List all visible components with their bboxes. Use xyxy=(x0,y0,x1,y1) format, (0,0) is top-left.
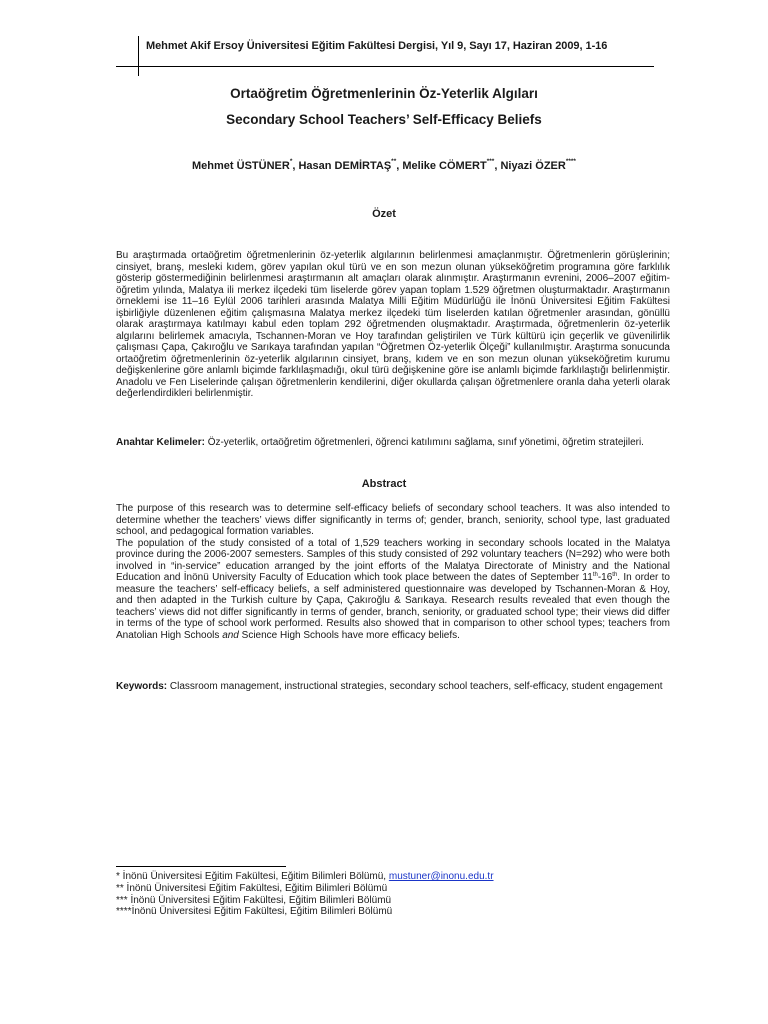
abstract-paragraph-2 xyxy=(116,538,670,642)
footnote-4: ****İnönü Üniversitesi Eğitim Fakültesi, Eğitim Bilimleri Bölümü xyxy=(116,906,393,918)
abstract-heading: Abstract xyxy=(361,478,407,490)
author-name: Mehmet ÜSTÜNER xyxy=(192,160,290,172)
author-name: Hasan DEMİRTAŞ xyxy=(298,160,392,172)
anahtar-kelimeler-label: Anahtar Kelimeler: xyxy=(116,437,205,448)
abstract-text: Science High Schools have more efficacy beliefs. xyxy=(238,629,460,641)
author-list xyxy=(0,158,768,172)
author-name: Melike CÖMERT xyxy=(402,160,487,172)
ozet-heading: Özet xyxy=(372,208,396,220)
author-name: Niyazi ÖZER xyxy=(500,160,566,172)
ozet-body: Bu araştırmada ortaöğretim öğretmenlerinin öz-yeterlik algılarının belirlenmesi amaçlanmıştır. Öğretmenlerin görüşlerinin; cinsiyet, branş, mesleki kıdem, görev yapılan okul türü ve en son mezun olunan yükseköğretim programına göre farklılık gösterip göstermediğinin belirlenmesi araştırmanın alt amaçları olarak alınmıştır. Araştırmanın evrenini, 2006–2007 eğitim-öğretim yılında, Malatya ili merkez ilçedeki tüm liselerde görev yapan toplam 1.529 öğretmen oluşturmaktadır. Araştırmanın örneklemi ise 11–16 Eylül 2006 tarihleri arasında Malatya Milli Eğitim Müdürlüğü ile İnönü Üniversitesi Eğitim Fakültesi işbirliğiyle düzenlenen eğitim çalışmasına Malatya merkez ilçedeki tüm liselerden katılan öğretmenler arasından, gönüllü olarak araştırmaya katılmayı kabul eden toplam 292 öğretmenden oluşmaktadır. Araştırmada, öğretmenlerin öz-yeterlik algılarını belirlemek amacıyla, Tschannen-Moran ve Hoy tarafından geliştirilen ve Türk kültürü için geçerlik ve güvenilirlik çalışması Çapa, Çakıroğlu ve Sarıkaya tarafından yapılan “Öğretmen Öz-yeterlik Ölçeği” kullanılmıştır. Araştırma sonucunda ortaöğretim öğretmenlerinin öz-yeterlik algılarının cinsiyet, branş, kıdem ve en son mezun olunan yükseköğretim kurumu değişkenlerine göre anlamlı biçimde farklılaşmadığı, okul türü değişkenine göre ise anlamlı biçimde farklılaştığı belirlenmiştir. Anadolu ve Fen Liselerinde çalışan öğretmenlerin kendilerini, diğer okullarda çalışan öğretmenlere oranla daha yeterli olarak değerlendirdikleri belirlenmiştir. xyxy=(116,250,670,399)
author-mark: * xyxy=(289,158,293,165)
title-english: Secondary School Teachers’ Self-Efficacy Beliefs xyxy=(226,112,542,127)
keywords-label: Keywords: xyxy=(116,681,168,692)
author-separator: , xyxy=(292,160,299,172)
footnote-1 xyxy=(116,871,636,883)
email-link[interactable]: mustuner@inonu.edu.tr xyxy=(388,871,494,882)
abstract-text: -16 xyxy=(597,572,613,583)
header-vertical-rule xyxy=(138,36,139,76)
author-mark: *** xyxy=(486,158,495,165)
author-separator: , xyxy=(396,160,403,172)
footnote-2: ** İnönü Üniversitesi Eğitim Fakültesi, Eğitim Bilimleri Bölümü xyxy=(116,882,388,894)
abstract-text: . In order to measure the teachers’ self-efficacy beliefs, a self administered questionnaire was developed by Tschannen-Moran & Hoy, and then adapted in the Turkish culture by Çapa, Çakıroğlu & Sarıkaya. Research results revealed that even though the teachers’ views did not differ significantly in terms of gender, branch, seniority, or graduated school type; their views did differ in terms of the type of school work performed. Results also showed that in comparison to other school types; teachers from Anatolian High Schools xyxy=(116,572,670,641)
ordinal-suffix: th xyxy=(612,572,618,578)
anahtar-kelimeler-text: Öz-yeterlik, ortaöğretim öğretmenleri, öğrenci katılımını sağlama, sınıf yönetimi, öğretim stratejileri. xyxy=(204,437,644,448)
abstract-text: The population of the study consisted of a total of 1,529 teachers working in secondary schools located in the Malatya province during the 2006-2007 semesters. Samples of this study consisted of 292 voluntary teachers (N=292) who were both involved in “in-service” education arranged by the joint efforts of the Malatya Directorate of Ministry and the National Education and İnönü University Faculty of Education which took place between the dates of September 11 xyxy=(116,537,670,583)
title-turkish: Ortaöğretim Öğretmenlerinin Öz-Yeterlik Algıları xyxy=(230,86,538,101)
abstract-italic-word: and xyxy=(222,629,239,641)
abstract-paragraph-1: The purpose of this research was to determine self-efficacy beliefs of secondary school teachers. It was also intended to determine whether the teachers’ views differ significantly in terms of; gender, branch, seniority, school type, last graduated school, and pedagogical formation variables. xyxy=(116,503,670,537)
author-mark: **** xyxy=(565,158,576,165)
author-separator: , xyxy=(494,160,501,172)
keywords xyxy=(116,681,670,693)
header-horizontal-rule xyxy=(116,66,654,67)
ordinal-suffix: th xyxy=(592,572,598,578)
journal-header: Mehmet Akif Ersoy Üniversitesi Eğitim Fakültesi Dergisi, Yıl 9, Sayı 17, Haziran 2009, 1-16 xyxy=(146,40,608,52)
abstract-body xyxy=(116,503,670,641)
footnote-1-text: * İnönü Üniversitesi Eğitim Fakültesi, Eğitim Bilimleri Bölümü, xyxy=(116,871,389,882)
footnote-3: *** İnönü Üniversitesi Eğitim Fakültesi, Eğitim Bilimleri Bölümü xyxy=(116,894,392,906)
footnote-rule xyxy=(116,866,286,867)
anahtar-kelimeler xyxy=(116,437,670,449)
footnotes xyxy=(116,871,636,918)
keywords-text: Classroom management, instructional strategies, secondary school teachers, self-efficacy, student engagement xyxy=(167,681,663,692)
author-mark: ** xyxy=(391,158,397,165)
